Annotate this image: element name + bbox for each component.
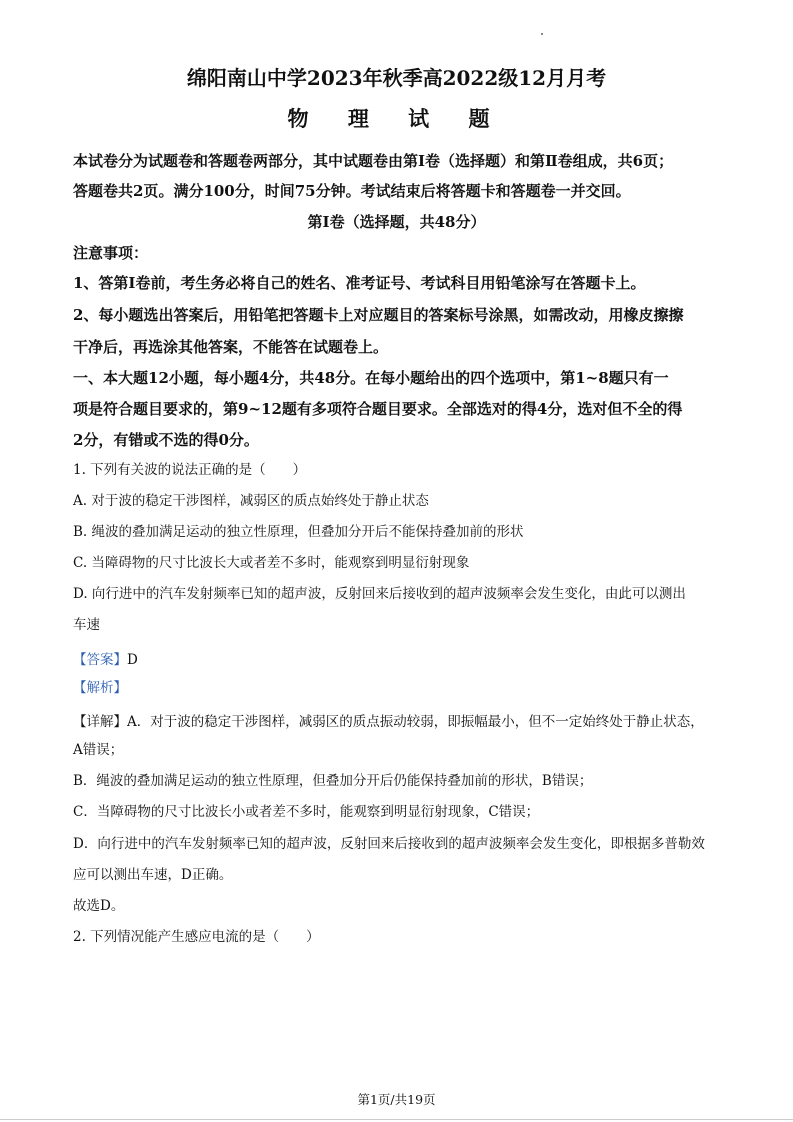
question-1-option-c: C. 当障碍物的尺寸比波长大或者差不多时，能观察到明显衍射现象 (73, 555, 470, 571)
notice-item-2-line-1: 2、每小题选出答案后，用铅笔把答题卡上对应题目的答案标号涂黑，如需改动，用橡皮擦擦 (73, 306, 684, 324)
notice-heading: 注意事项： (73, 244, 149, 262)
part1-instructions-line-2: 项是符合题目要求的，第9~12题有多项符合题目要求。全部选对的得4分，选对但不全的得 (73, 400, 683, 418)
exam-title: 绵阳南山中学2023年秋季高2022级12月月考 (186, 66, 607, 90)
question-1-option-b: B. 绳波的叠加满足运动的独立性原理，但叠加分开后不能保持叠加前的形状 (73, 524, 524, 540)
notice-item-2-line-2: 干净后，再选涂其他答案，不能答在试题卷上。 (73, 338, 389, 356)
question-1-option-a: A. 对于波的稳定干涉图样，减弱区的质点始终处于静止状态 (73, 493, 429, 509)
part1-instructions-line-3: 2分，有错或不选的得0分。 (73, 431, 259, 449)
intro-line-1: 本试卷分为试题卷和答题卷两部分，其中试题卷由第Ⅰ卷（选择题）和第Ⅱ卷组成，共6页； (73, 152, 674, 170)
detail-d-line-1: D．向行进中的汽车发射频率已知的超声波，反射回来后接收到的超声波频率会发生变化，即根据多普勒效 (73, 836, 705, 852)
subject-title: 物 理 试 题 (287, 106, 506, 131)
bottom-rule (0, 1119, 793, 1120)
part1-instructions-line-1: 一、本大题12小题，每小题4分，共48分。在每小题给出的四个选项中，第1~8题只有一 (73, 369, 669, 387)
detail-tag: 【详解】 (73, 714, 127, 730)
question-2-stem: 2. 下列情况能产生感应电流的是（ ） (73, 929, 320, 945)
section-heading: 第Ⅰ卷（选择题，共48分） (307, 213, 486, 231)
scan-dot (541, 33, 543, 35)
detail-d-line-2: 应可以测出车速，D正确。 (73, 867, 233, 883)
question-1-option-d-line-2: 车速 (73, 617, 100, 633)
detail-c: C．当障碍物的尺寸比波长小或者差不多时，能观察到明显衍射现象，C错误； (73, 804, 540, 820)
notice-item-1: 1、答第Ⅰ卷前，考生务必将自己的姓名、准考证号、考试科目用铅笔涂写在答题卡上。 (73, 274, 646, 292)
detail-a-line-1: A．对于波的稳定干涉图样，减弱区的质点振动较弱，即振幅最小，但不一定始终处于静止状态， (127, 714, 704, 730)
question-1-stem: 1. 下列有关波的说法正确的是（ ） (73, 462, 307, 478)
analysis-tag: 【解析】 (73, 680, 127, 696)
intro-line-2: 答题卷共2页。满分100分，时间75分钟。考试结束后将答题卡和答题卷一并交回。 (73, 182, 631, 200)
detail-b: B．绳波的叠加满足运动的独立性原理，但叠加分开后仍能保持叠加前的形状，B错误； (73, 773, 593, 789)
conclusion: 故选D。 (73, 898, 125, 914)
detail-a-line-2: A错误； (73, 742, 124, 758)
detail-a-row (73, 713, 704, 730)
question-1-option-d-line-1: D. 向行进中的汽车发射频率已知的超声波，反射回来后接收到的超声波频率会发生变化，由此可以测出 (73, 586, 686, 602)
answer-value: D (127, 652, 138, 668)
page-number: 第1页/共19页 (357, 1092, 436, 1107)
answer-tag: 【答案】 (73, 652, 127, 668)
answer-row (73, 651, 138, 668)
